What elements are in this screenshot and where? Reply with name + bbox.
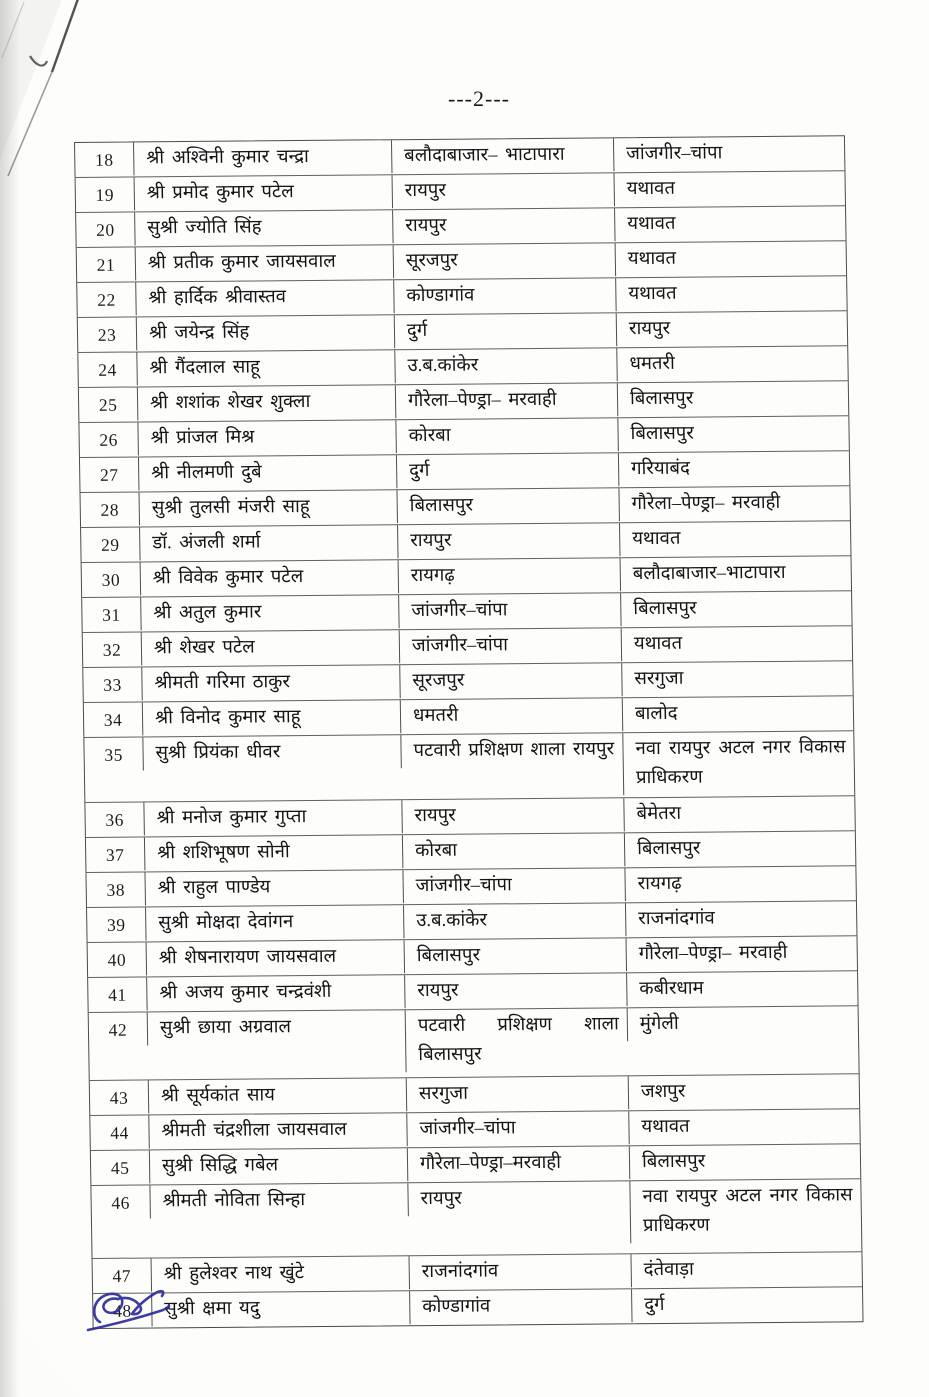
serial-number-cell: 30 xyxy=(101,569,121,590)
serial-number-cell: 33 xyxy=(103,674,122,695)
new-posting-cell: गरियाबंद xyxy=(618,451,849,486)
new-posting-cell: यथावत xyxy=(619,521,850,556)
serial-number-cell: 39 xyxy=(106,914,126,935)
serial-number-cell: 18 xyxy=(94,149,114,170)
officer-name-cell: सुश्री प्रियंका धीवर xyxy=(142,735,400,770)
new-posting-cell: कबीरधाम xyxy=(626,971,857,1006)
table-row xyxy=(93,1286,862,1328)
officer-name-cell: श्री शेषनारायण जायसवाल xyxy=(146,940,404,975)
previous-posting-cell: जांजगीर–चांपा xyxy=(406,1111,628,1146)
officer-name-cell: सुश्री मोक्षदा देवांगन xyxy=(145,905,403,940)
new-posting-cell: रायपुर xyxy=(616,311,847,346)
new-posting-cell: सरगुजा xyxy=(621,661,852,696)
serial-number-cell: 34 xyxy=(103,709,123,730)
serial-number-cell: 43 xyxy=(109,1087,129,1108)
new-posting-cell: बिलासपुर xyxy=(624,831,855,866)
previous-posting-cell: रायपुर xyxy=(401,798,623,833)
officer-name-cell: श्री प्रमोद कुमार पटेल xyxy=(134,175,392,210)
previous-posting-cell: जांजगीर–चांपा xyxy=(402,868,624,903)
officer-name-cell: श्री प्रांजल मिश्र xyxy=(137,420,395,455)
serial-number-cell: 19 xyxy=(95,184,115,205)
serial-number-cell: 42 xyxy=(108,1019,128,1040)
serial-number-cell: 45 xyxy=(110,1157,130,1178)
serial-number-cell: 32 xyxy=(102,639,122,660)
previous-posting-cell: पटवारी प्रशिक्षण शाला रायपुर xyxy=(400,733,622,768)
officer-name-cell: श्री हार्दिक श्रीवास्तव xyxy=(135,280,393,315)
officer-name-cell: श्री अश्विनी कुमार चन्द्रा xyxy=(133,140,391,175)
new-posting-cell: दुर्ग xyxy=(631,1287,862,1322)
serial-number-cell: 31 xyxy=(102,604,121,625)
officer-name-cell: सुश्री क्षमा यदु xyxy=(151,1291,409,1326)
serial-number-cell: 23 xyxy=(97,324,117,345)
previous-posting-cell: रायगढ़ xyxy=(398,558,620,593)
new-posting-cell: धमतरी xyxy=(616,346,847,381)
serial-number-cell: 44 xyxy=(110,1122,129,1143)
previous-posting-cell: कोण्डागांव xyxy=(409,1289,631,1324)
new-posting-cell: बिलासपुर xyxy=(629,1144,860,1179)
officer-name-cell: श्री हुलेश्वर नाथ खुंटे xyxy=(151,1256,409,1291)
table-row xyxy=(84,730,854,802)
new-posting-cell: बालोद xyxy=(622,696,853,731)
serial-number-cell: 36 xyxy=(105,809,125,830)
table-row xyxy=(91,1178,861,1258)
page-number: ---2--- xyxy=(448,86,510,111)
previous-posting-cell: उ.ब.कांकेर xyxy=(394,348,616,383)
serial-number-cell: 26 xyxy=(99,429,119,450)
officer-name-cell: श्री अतुल कुमार xyxy=(140,595,398,630)
transfer-table xyxy=(74,135,864,1329)
serial-number-cell: 37 xyxy=(105,844,125,865)
table-row xyxy=(89,1005,859,1080)
previous-posting-cell: बिलासपुर xyxy=(396,488,618,523)
officer-name-cell: श्री विवेक कुमार पटेल xyxy=(140,560,398,595)
officer-name-cell: श्री शशांक शेखर शुक्ला xyxy=(137,385,395,420)
previous-posting-cell: कोरबा xyxy=(402,833,624,868)
officer-name-cell: श्रीमती गरिमा ठाकुर xyxy=(141,665,399,700)
previous-posting-cell: रायपुर xyxy=(407,1181,629,1216)
previous-posting-cell: बिलासपुर xyxy=(404,938,626,973)
previous-posting-cell: कोरबा xyxy=(395,418,617,453)
new-posting-cell: बिलासपुर xyxy=(617,416,848,451)
serial-number-cell: 22 xyxy=(97,289,116,310)
officer-name-cell: श्री शशिभूषण सोनी xyxy=(144,835,402,870)
new-posting-cell: जांजगीर–चांपा xyxy=(613,136,844,171)
previous-posting-cell: राजनांदगांव xyxy=(409,1254,631,1289)
serial-number-cell: 47 xyxy=(112,1265,132,1286)
serial-number-cell: 24 xyxy=(98,359,117,380)
previous-posting-cell: बलौदाबाजार– भाटापारा xyxy=(391,138,613,173)
serial-number-cell: 29 xyxy=(100,534,120,555)
new-posting-cell: बिलासपुर xyxy=(617,381,848,416)
previous-posting-cell: सरगुजा xyxy=(406,1076,628,1111)
officer-name-cell: श्री विनोद कुमार साहू xyxy=(142,700,400,735)
serial-number-cell: 40 xyxy=(107,949,127,970)
new-posting-cell: राजनांदगांव xyxy=(625,901,856,936)
previous-posting-cell: कोण्डागांव xyxy=(393,278,615,313)
new-posting-cell: गौरेला–पेण्ड्रा– मरवाही xyxy=(618,486,849,521)
page-edge-shadow xyxy=(0,0,20,1397)
previous-posting-cell: सूरजपुर xyxy=(399,663,621,698)
officer-name-cell: डॉ. अंजली शर्मा xyxy=(139,525,397,560)
previous-posting-cell: पटवारी प्रशिक्षण शाला बिलासपुर xyxy=(405,1008,628,1072)
new-posting-cell: यथावत xyxy=(615,241,846,276)
new-posting-cell: बेमेतरा xyxy=(623,796,854,831)
previous-posting-cell: जांजगीर–चांपा xyxy=(399,628,621,663)
new-posting-cell: यथावत xyxy=(613,171,844,206)
officer-name-cell: श्री नीलमणी दुबे xyxy=(138,455,396,490)
serial-number-cell: 27 xyxy=(99,464,119,485)
officer-name-cell: श्री जयेन्द्र सिंह xyxy=(136,315,394,350)
officer-name-cell: सुश्री तुलसी मंजरी साहू xyxy=(139,490,397,525)
serial-number-cell: 48 xyxy=(112,1300,132,1321)
previous-posting-cell: दुर्ग xyxy=(394,313,616,348)
serial-number-cell: 38 xyxy=(106,879,126,900)
officer-name-cell: श्रीमती चंद्रशीला जायसवाल xyxy=(148,1113,406,1148)
previous-posting-cell: जांजगीर–चांपा xyxy=(398,593,620,628)
previous-posting-cell: गौरेला–पेण्ड्रा–मरवाही xyxy=(407,1146,629,1181)
officer-name-cell: श्री अजय कुमार चन्द्रवंशी xyxy=(146,975,404,1010)
serial-number-cell: 41 xyxy=(107,984,127,1005)
officer-name-cell: श्री राहुल पाण्डेय xyxy=(144,870,402,905)
previous-posting-cell: गौरेला–पेण्ड्रा– मरवाही xyxy=(395,383,617,418)
new-posting-cell: नवा रायपुर अटल नगर विकास प्राधिकरण xyxy=(622,731,854,795)
officer-name-cell: सुश्री छाया अग्रवाल xyxy=(147,1010,405,1045)
officer-name-cell: श्री शेखर पटेल xyxy=(141,630,399,665)
previous-posting-cell: उ.ब.कांकेर xyxy=(403,903,625,938)
previous-posting-cell: धमतरी xyxy=(400,698,622,733)
officer-name-cell: श्री प्रतीक कुमार जायसवाल xyxy=(135,245,393,280)
serial-number-cell: 20 xyxy=(95,219,115,240)
new-posting-cell: जशपुर xyxy=(628,1074,859,1109)
serial-number-cell: 46 xyxy=(111,1192,131,1213)
officer-name-cell: श्रीमती नोविता सिन्हा xyxy=(149,1183,407,1218)
new-posting-cell: बिलासपुर xyxy=(620,591,851,626)
serial-number-cell: 28 xyxy=(100,499,120,520)
officer-name-cell: श्री मनोज कुमार गुप्ता xyxy=(143,800,401,835)
serial-number-cell: 35 xyxy=(104,744,124,765)
new-posting-cell: यथावत xyxy=(621,626,852,661)
previous-posting-cell: रायपुर xyxy=(392,173,614,208)
new-posting-cell: गौरेला–पेण्ड्रा– मरवाही xyxy=(626,936,857,971)
new-posting-cell: मुंगेली xyxy=(627,1006,858,1041)
previous-posting-cell: रायपुर xyxy=(397,523,619,558)
officer-name-cell: श्री गैंदलाल साहू xyxy=(136,350,394,385)
officer-name-cell: सुश्री सिद्धि गबेल xyxy=(149,1148,407,1183)
officer-name-cell: श्री सूर्यकांत साय xyxy=(148,1078,406,1113)
new-posting-cell: यथावत xyxy=(628,1109,859,1144)
new-posting-cell: दंतेवाड़ा xyxy=(630,1252,861,1287)
officer-name-cell: सुश्री ज्योति सिंह xyxy=(134,210,392,245)
new-posting-cell: नवा रायपुर अटल नगर विकास प्राधिकरण xyxy=(629,1179,861,1243)
new-posting-cell: यथावत xyxy=(615,276,846,311)
previous-posting-cell: रायपुर xyxy=(392,208,614,243)
new-posting-cell: रायगढ़ xyxy=(624,866,855,901)
previous-posting-cell: सूरजपुर xyxy=(393,243,615,278)
serial-number-cell: 25 xyxy=(98,394,118,415)
new-posting-cell: बलौदाबाजार–भाटापारा xyxy=(620,556,851,591)
previous-posting-cell: दुर्ग xyxy=(396,453,618,488)
previous-posting-cell: रायपुर xyxy=(404,973,626,1008)
serial-number-cell: 21 xyxy=(96,254,116,275)
new-posting-cell: यथावत xyxy=(614,206,845,241)
